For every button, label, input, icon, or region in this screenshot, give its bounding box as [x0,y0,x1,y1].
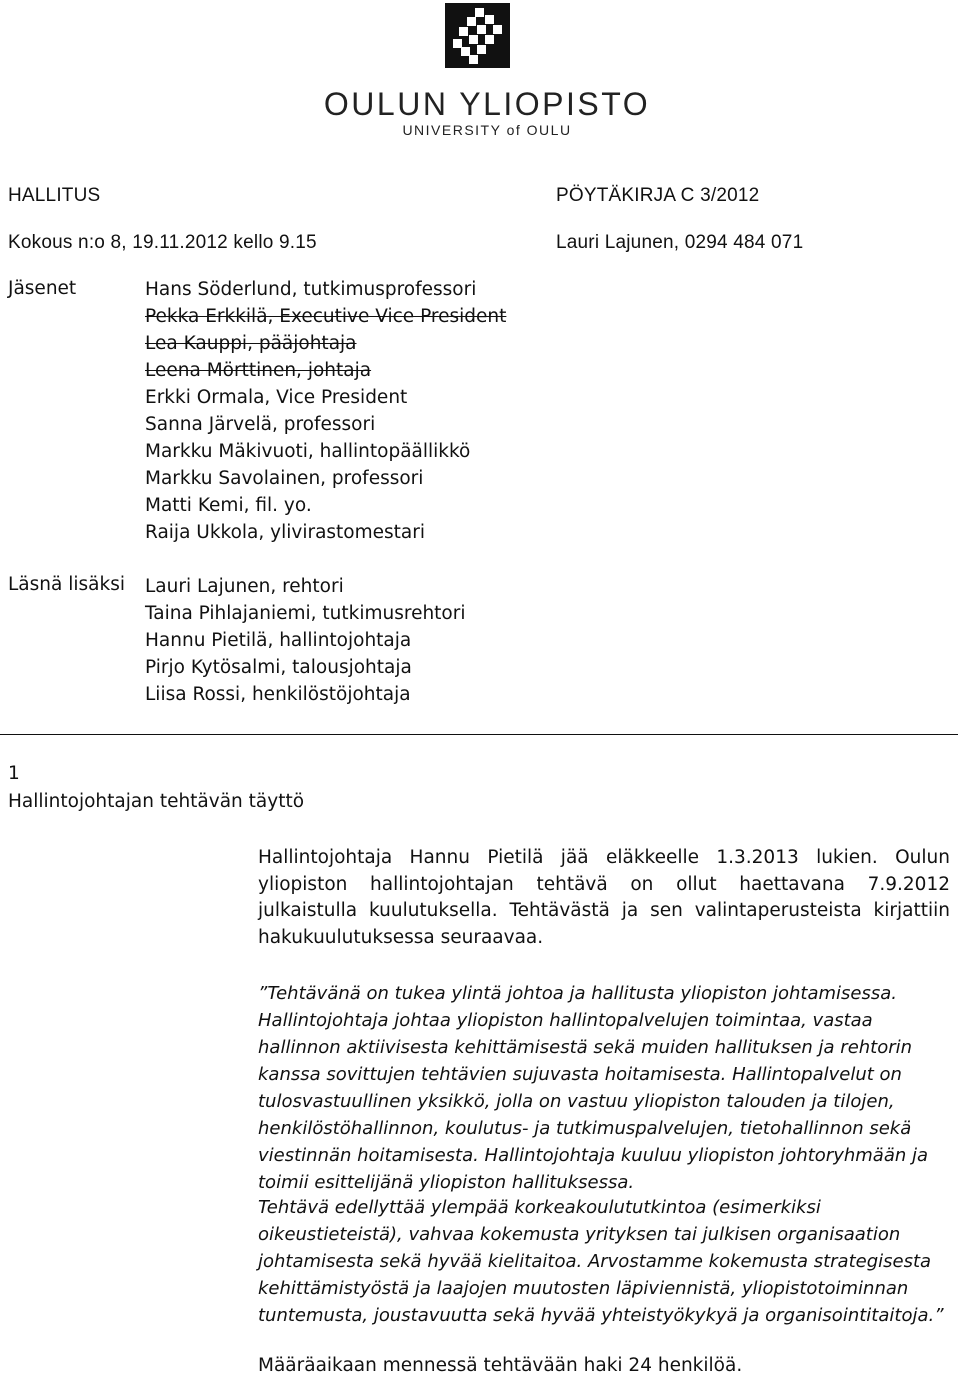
members-list [145,276,506,546]
member-item: Pekka Erkkilä, Executive Vice President [145,306,507,327]
member-item: Matti Kemi, fil. yo. [145,495,312,516]
present-item: Hannu Pietilä, hallintojohtaja [145,630,412,651]
logo-emblem-icon [445,3,510,68]
present-item: Taina Pihlajaniemi, tutkimusrehtori [145,603,466,624]
contact-info: Lauri Lajunen, 0294 484 071 [556,232,804,253]
member-item: Leena Mörttinen, johtaja [145,360,372,381]
intro-text: Hallintojohtaja Hannu Pietilä jää eläkkeelle 1.3.2013 lukien. Oulun yliopiston hallintojohtajan tehtävä on ollut haettavana 7.9.2012 julkaistulla kuulutuksella. Tehtävästä ja sen valintaperusteista kirjattiin hakukuulutuksessa seuraavaa. [258,847,950,948]
member-item: Erkki Ormala, Vice President [145,387,408,408]
present-label: Läsnä lisäksi [8,574,125,595]
logo-subtitle: UNIVERSITY of OULU [402,122,572,138]
university-logo [310,0,650,140]
section-divider [0,734,958,735]
member-item: Hans Söderlund, tutkimusprofessori [145,279,477,300]
section-number: 1 [8,763,20,784]
member-item: Raija Ukkola, ylivirastomestari [145,522,425,543]
member-item: Markku Mäkivuoti, hallintopäällikkö [145,441,471,462]
quote-paragraph-1 [258,980,958,1196]
quote2-text: Tehtävä edellyttää ylempää korkeakoulututkintoa (esimerkiksi oikeustieteistä), vahvaa kokemusta yrityksen tai julkisen organisaation johtamisesta sekä hyvää kielitaitoa. Arvostamme kokemusta strategisesta kehittämistyöstä ja laajojen muutosten läpiviennistä, yliopistotoiminnan tuntemusta, joustavuutta sekä hyvää yhteistyökykyä ja organisointitaitoja.” [258,1197,944,1326]
member-item: Sanna Järvelä, professori [145,414,376,435]
section-title: Hallintojohtajan tehtävän täyttö [8,791,305,812]
quote1-text: ”Tehtävänä on tukea ylintä johtoa ja hallitusta yliopiston johtamisessa. Hallintojohtaja johtaa yliopiston hallintopalvelujen toimintaa, vastaa hallinnon aktiivisesta kehittämisestä sekä muiden hallituksen ja rehtorin kanssa sovittujen tehtävien sujuvasta hoitamisesta. Hallintopalvelut on tulosvastuullinen yksikkö, jolla on vastuu yliopiston talouden ja tilojen, henkilöstöhallinnon, koulutus- ja tutkimuspalvelujen, tietohallinnon sekä viestinnän hoitamisesta. Hallintojohtaja kuuluu yliopiston johtoryhmään ja toimii esittelijänä yliopiston hallituksessa. [258,983,929,1193]
logo-wordmark: OULUN YLIOPISTO [323,86,651,122]
minutes-number: PÖYTÄKIRJA C 3/2012 [556,185,760,206]
present-item: Liisa Rossi, henkilöstöjohtaja [145,684,411,705]
board-title: HALLITUS [8,185,101,206]
meeting-info: Kokous n:o 8, 19.11.2012 kello 9.15 [8,232,317,253]
section-intro [258,845,950,951]
present-list [145,573,466,708]
closing-text: Määräaikaan mennessä tehtävään haki 24 henkilöä. [258,1355,743,1376]
member-item: Lea Kauppi, pääjohtaja [145,333,357,354]
members-label: Jäsenet [8,278,77,299]
present-item: Pirjo Kytösalmi, talousjohtaja [145,657,412,678]
present-item: Lauri Lajunen, rehtori [145,576,344,597]
member-item: Markku Savolainen, professori [145,468,424,489]
quote-paragraph-2 [258,1194,958,1329]
